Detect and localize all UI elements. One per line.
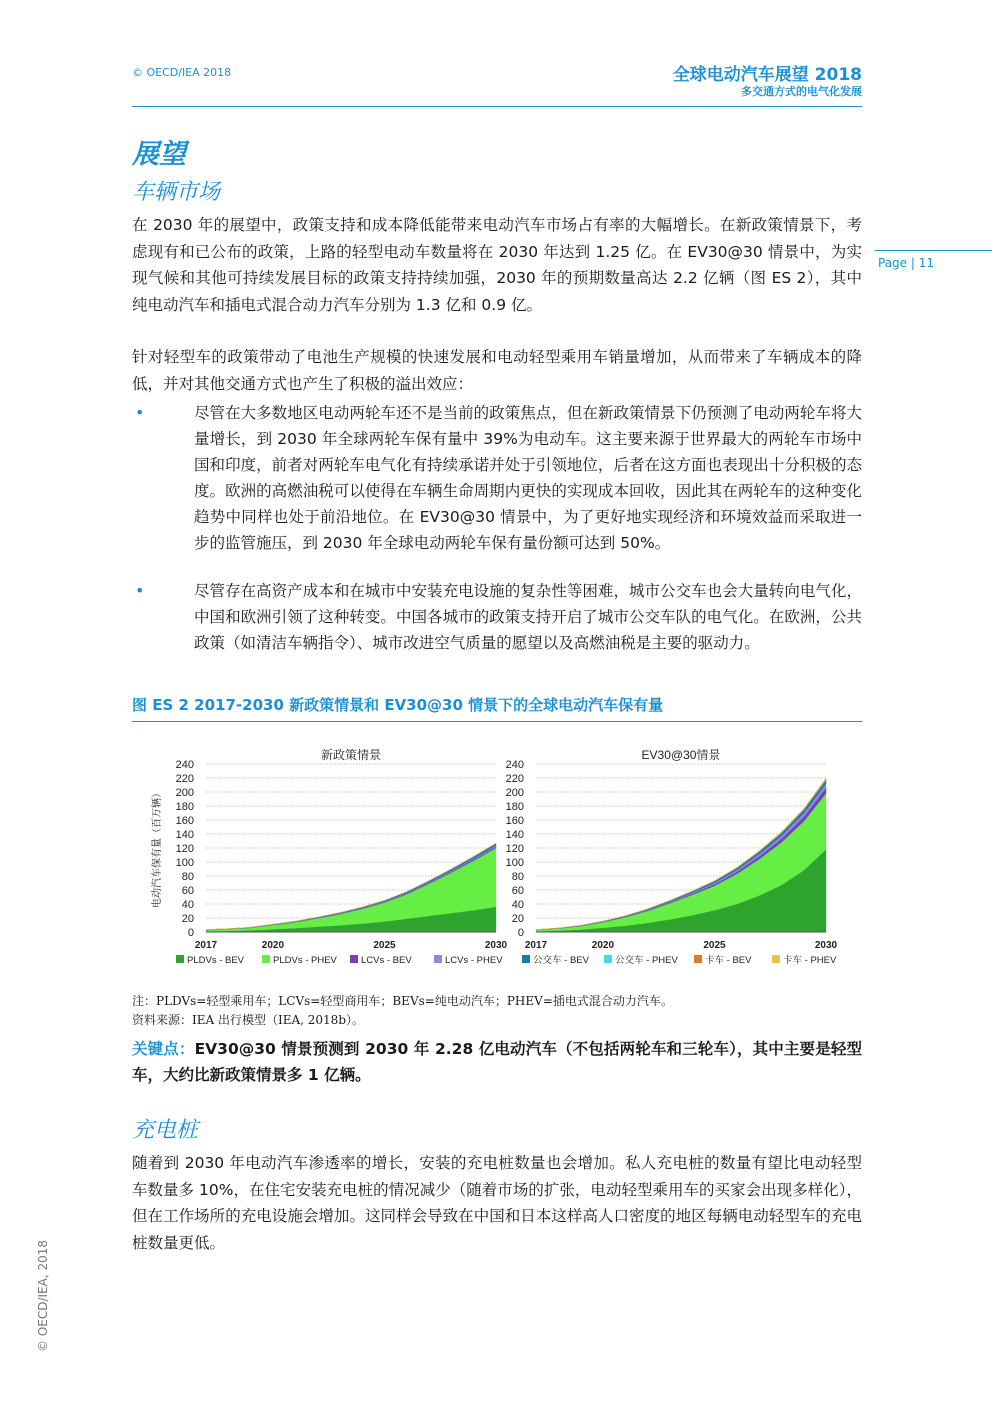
x-tick-label: 2017 <box>194 940 218 951</box>
legend-label: LCVs - BEV <box>361 955 412 966</box>
y-tick-label: 220 <box>175 773 194 785</box>
panel-title: 新政策情景 <box>320 748 382 762</box>
key-point <box>132 1036 862 1088</box>
header-subtitle: 多交通方式的电气化发展 <box>741 85 862 98</box>
y-tick-label: 100 <box>505 857 524 869</box>
x-tick-label: 2025 <box>373 940 396 951</box>
y-axis-label: 电动汽车保有量（百万辆） <box>152 788 163 908</box>
y-tick-label: 180 <box>505 801 524 813</box>
ev-stock-chart <box>140 730 862 980</box>
vertical-copyright: © OECD/IEA, 2018 <box>36 1239 50 1352</box>
y-tick-label: 160 <box>175 815 194 827</box>
legend-swatch <box>522 955 530 963</box>
legend-label: 卡车 - BEV <box>705 955 752 966</box>
panel-title: EV30@30情景 <box>641 748 721 762</box>
subsection-title-charging: 充电桩 <box>132 1118 199 1143</box>
y-tick-label: 180 <box>175 801 194 813</box>
legend-label: PLDVs - PHEV <box>273 955 337 966</box>
y-tick-label: 0 <box>187 927 194 939</box>
figure-source: 资料来源：IEA 出行模型（IEA, 2018b）。 <box>132 1013 364 1027</box>
figure-title: 图 ES 2 2017-2030 新政策情景和 EV30@30 情景下的全球电动汽车保有量 <box>132 696 664 714</box>
legend-swatch <box>772 955 780 963</box>
bullet-buses: 尽管存在高资产成本和在城市中安装充电设施的复杂性等困难，城市公交车也会大量转向电气化，中国和欧洲引领了这种转变。中国各城市的政策支持开启了城市公交车队的电气化。在欧洲，公共政策（如清洁车辆指令）、城市改进空气质量的愿望以及高燃油税是主要的驱动力。 <box>194 582 862 652</box>
y-tick-label: 60 <box>181 885 194 897</box>
x-tick-label: 2020 <box>261 940 285 951</box>
x-tick-label: 2017 <box>524 940 548 951</box>
legend-label: LCVs - PHEV <box>445 955 503 966</box>
legend-label: 公交车 - BEV <box>533 955 589 966</box>
key-point-label: 关键点： <box>132 1040 195 1058</box>
y-tick-label: 80 <box>181 871 194 883</box>
legend-label: 公交车 - PHEV <box>615 955 678 966</box>
y-tick-label: 200 <box>175 787 194 799</box>
paragraph-policy-effects: 针对轻型车的政策带动了电池生产规模的快速发展和电动轻型乘用车销量增加，从而带来了车辆成本的降低，并对其他交通方式也产生了积极的溢出效应： <box>132 348 862 393</box>
y-tick-label: 120 <box>175 843 194 855</box>
figure-note: 注：PLDVs=轻型乘用车；LCVs=轻型商用车；BEVs=纯电动汽车；PHEV=插电式混合动力汽车。 <box>132 994 673 1008</box>
y-tick-label: 240 <box>505 759 524 771</box>
key-point-text: EV30@30 情景预测到 2030 年 2.28 亿电动汽车（不包括两轮车和三轮车），其中主要是轻型车，大约比新政策情景多 1 亿辆。 <box>132 1040 862 1084</box>
y-tick-label: 40 <box>181 899 194 911</box>
y-tick-label: 60 <box>511 885 524 897</box>
y-tick-label: 140 <box>175 829 194 841</box>
y-tick-label: 100 <box>175 857 194 869</box>
legend-swatch <box>176 955 184 963</box>
legend-swatch <box>604 955 612 963</box>
header-divider <box>132 106 862 107</box>
y-tick-label: 240 <box>175 759 194 771</box>
y-tick-label: 40 <box>511 899 524 911</box>
paragraph-vehicle-outlook: 在 2030 年的展望中，政策支持和成本降低能带来电动汽车市场占有率的大幅增长。在新政策情景下，考虑现有和已公布的政策，上路的轻型电动车数量将在 2030 年达到 1.25 亿。在 EV30@30 情景中，为实现气候和其他可持续发展目标的政策支持持续加强，2030 年的预期数量高达 2.2 亿辆（图 ES 2），其中纯电动汽车和插电式混合动力汽车分别为 1.3 亿和 0.9 亿。 <box>132 216 862 314</box>
bullet-marker: • <box>135 581 145 600</box>
section-title: 展望 <box>132 139 186 170</box>
x-tick-label: 2030 <box>814 940 838 951</box>
x-tick-label: 2025 <box>703 940 726 951</box>
subsection-title-vehicle: 车辆市场 <box>132 180 221 205</box>
figure-divider <box>132 721 862 722</box>
x-tick-label: 2020 <box>591 940 615 951</box>
header-copyright: © OECD/IEA 2018 <box>132 66 232 79</box>
y-tick-label: 160 <box>505 815 524 827</box>
bullet-marker: • <box>135 403 145 422</box>
y-tick-label: 0 <box>517 927 524 939</box>
legend-swatch <box>434 955 442 963</box>
x-tick-label: 2030 <box>484 940 508 951</box>
header-title: 全球电动汽车展望 2018 <box>672 65 862 85</box>
y-tick-label: 20 <box>181 913 194 925</box>
legend-label: PLDVs - BEV <box>187 955 245 966</box>
legend-label: 卡车 - PHEV <box>783 955 837 966</box>
legend-swatch <box>350 955 358 963</box>
y-tick-label: 200 <box>505 787 524 799</box>
legend-swatch <box>694 955 702 963</box>
y-tick-label: 220 <box>505 773 524 785</box>
bullet-two-wheelers: 尽管在大多数地区电动两轮车还不是当前的政策焦点，但在新政策情景下仍预测了电动两轮车将大量增长，到 2030 年全球两轮车保有量中 39%为电动车。这主要来源于世界最大的两轮车市场中国和印度，前者对两轮车电气化有持续承诺并处于引领地位，后者在这方面也表现出十分积极的态度。欧洲的高燃油税可以使得在车辆生命周期内更快的实现成本回收，因此其在两轮车的这种变化趋势中同样也处于前沿地位。在 EV30@30 情景中，为了更好地实现经济和环境效益而采取进一步的监管施压，到 2030 年全球电动两轮车保有量份额可达到 50%。 <box>194 404 862 552</box>
legend-swatch <box>262 955 270 963</box>
y-tick-label: 20 <box>511 913 524 925</box>
page-number: Page | 11 <box>878 256 934 270</box>
paragraph-charging: 随着到 2030 年电动汽车渗透率的增长，安装的充电桩数量也会增加。私人充电桩的数量有望比电动轻型车数量多 10%，在住宅安装充电桩的情况减少（随着市场的扩张，电动轻型乘用车的买家会出现多样化），但在工作场所的充电设施会增加。这同样会导致在中国和日本这样高人口密度的地区每辆电动轻型车的充电桩数量更低。 <box>132 1154 862 1252</box>
y-tick-label: 120 <box>505 843 524 855</box>
y-tick-label: 140 <box>505 829 524 841</box>
y-tick-label: 80 <box>511 871 524 883</box>
page-number-divider <box>875 250 992 251</box>
